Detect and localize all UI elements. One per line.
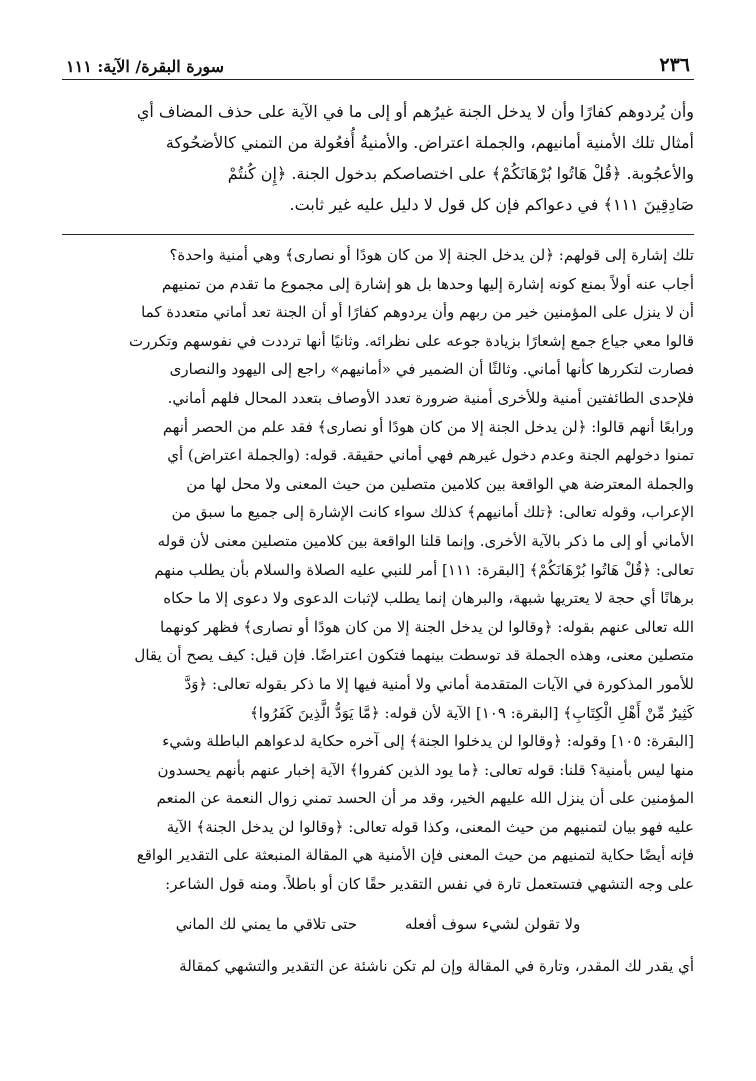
commentary-line: [البقرة: ١٠٥] وقوله: ﴿وقالوا لن يدخلوا الجنة﴾ إلى آخره حكاية لدعواهم الباطلة وشيء [162,732,694,751]
commentary-line: فصارت لتكررها كأنها أماني. وثالثًا أن الضمير في «أمانيهم» راجع إلى اليهود والنصارى [169,360,694,379]
commentary-line: متصلين معنى، وهذه الجملة قد توسطت بينهما فتكون اعتراضًا. فإن قيل: كيف يصح أن يقال [134,646,694,665]
commentary-line: تعالى: ﴿قُلْ هَاتُوا بُرْهَانَكُمْ﴾ [البقرة: ١١١] أمر للنبي عليه الصلاة والسلام بأن يطلب منهم [154,560,694,579]
commentary-line: المؤمنين على أن ينزل الله عليهم الخير، وقد مر أن الحسد تمني زوال النعمة عن المنعم [156,789,694,808]
commentary-text [62,241,694,899]
tafsir-line: وأن يُردوهم كفارًا وأن لا يدخل الجنة غيرُهم أو إلى ما في الآية على حذف المضاف أي [136,102,694,121]
poetry-hemistich-left: حتى تلاقي ما يمني لك الماني [175,914,357,933]
commentary-line: كَثِيرٌ مِّنْ أَهْلِ الْكِتَابِ﴾ [البقرة: ١٠٩] الآية لأن قوله: ﴿مَّا يَوَدُّ الَّذِينَ كَفَرُوا﴾ [249,703,694,722]
section-divider [62,234,694,235]
tafsir-line: والأعجُوبة. ﴿قُلْ هَاتُوا بُرْهَانَكُمْ﴾ على اختصاصكم بدخول الجنة. ﴿إِن كُنتُمْ [227,164,694,183]
tafsir-line: أمثال تلك الأمنية أمانيهم، والجملة اعتراض. والأمنيةُ أُفعُولة من التمني كالأضحُوكة [165,133,694,152]
poetry-verse [62,909,694,939]
commentary-line: الإعراب، وقوله تعالى: ﴿تلك أمانيهم﴾ كذلك سواء كانت الإشارة إلى جميع ما سبق من [171,503,694,522]
commentary-line: فلإحدى الطائفتين أمنية وللأخرى أمنية ضرورة تعدد الأوصاف بتعدد المحال فلهم أماني. [167,388,694,407]
commentary-line: فإنه أيضًا حكاية لتمنيهم من حيث المعنى فإن الأمنية هي المقالة المنبعثة على التقدير الواقع [136,846,694,865]
page-header [62,50,694,80]
tafsir-line: صَادِقِينَ ١١١﴾ في دعواكم فإن كل قول لا دليل عليه غير ثابت. [289,195,694,214]
commentary-line: قالوا معي جياع جمع إشعارًا بزيادة جوعه على نظرائه. وثانيًا أنها ترددت في نفوسهم وتكررت [128,331,694,350]
commentary-line: للأمور المذكورة في الآيات المتقدمة أماني ولا أمنية فيها إلا ما ذكر بقوله تعالى: ﴿وَدَّ [184,674,694,693]
commentary-line: الأماني أو إلى ما ذكر بالآية الأخرى. وإنما قلنا الواقعة بين كلامين متصلين معنى لأن قوله [157,531,694,550]
commentary-closing-line: أي يقدر لك المقدر، وتارة في المقالة وإن لم تكن ناشئة عن التقدير والتشهي كمقالة [179,956,694,975]
surah-reference: سورة البقرة/ الآية: ١١١ [66,57,225,76]
commentary-line: والجملة المعترضة هي الواقعة بين كلامين متصلين من حيث المعنى ولا محل لها من [186,474,694,493]
commentary-line: تلك إشارة إلى قولهم: ﴿لن يدخل الجنة إلا من كان هودًا أو نصارى﴾ وهي أمنية واحدة؟ [169,246,694,264]
commentary-line: أن لا ينزل على المؤمنين خير من ربهم وأن يردوهم كفارًا أو أن الجنة تعد أماني متعددة كما [141,303,694,322]
page-number: ٢٣٦ [659,54,690,76]
commentary-line: تمنوا دخولهم الجنة وعدم دخول غيرهم فهي أماني حقيقة. قوله: (والجملة اعتراض) أي [167,446,694,465]
tafsir-text [62,96,694,220]
book-page [62,50,694,981]
commentary-line: برهانًا أي حجة لا يعتريها شبهة، والبرهان إنما يطلب لإثبات الدعوى ولا دعوى إلا ما حكاه [163,589,694,608]
commentary-line: الله تعالى عنهم بقوله: ﴿وقالوا لن يدخل الجنة إلا من كان هودًا أو نصارى﴾ فظهر كونهما [159,617,694,636]
commentary-line: على وجه التشهي فتستعمل تارة في نفس التقدير حقًا كان أو باطلاً. ومنه قول الشاعر: [165,875,694,894]
commentary-line: أجاب عنه أولاً بمنع كونه إشارة إليها وحدها بل هو إشارة إلى مجموع ما تقدم من تمنيهم [161,274,694,293]
commentary-line: ورابعًا أنهم قالوا: ﴿لن يدخل الجنة إلا من كان هودًا أو نصارى﴾ فقد علم من الحصر أنهم [162,417,694,436]
poetry-hemistich-right: ولا تقولن لشيء سوف أفعله [404,914,581,933]
commentary-line: عليه فهو بيان لتمنيهم من حيث المعنى، وكذا قوله تعالى: ﴿وقالوا لن يدخل الجنة﴾ الآية [166,817,694,836]
commentary-line: منها ليس بأمنية؟ قلنا: قوله تعالى: ﴿ما يود الذين كفروا﴾ الآية إخبار عنهم بأنهم يحسدون [157,760,694,779]
